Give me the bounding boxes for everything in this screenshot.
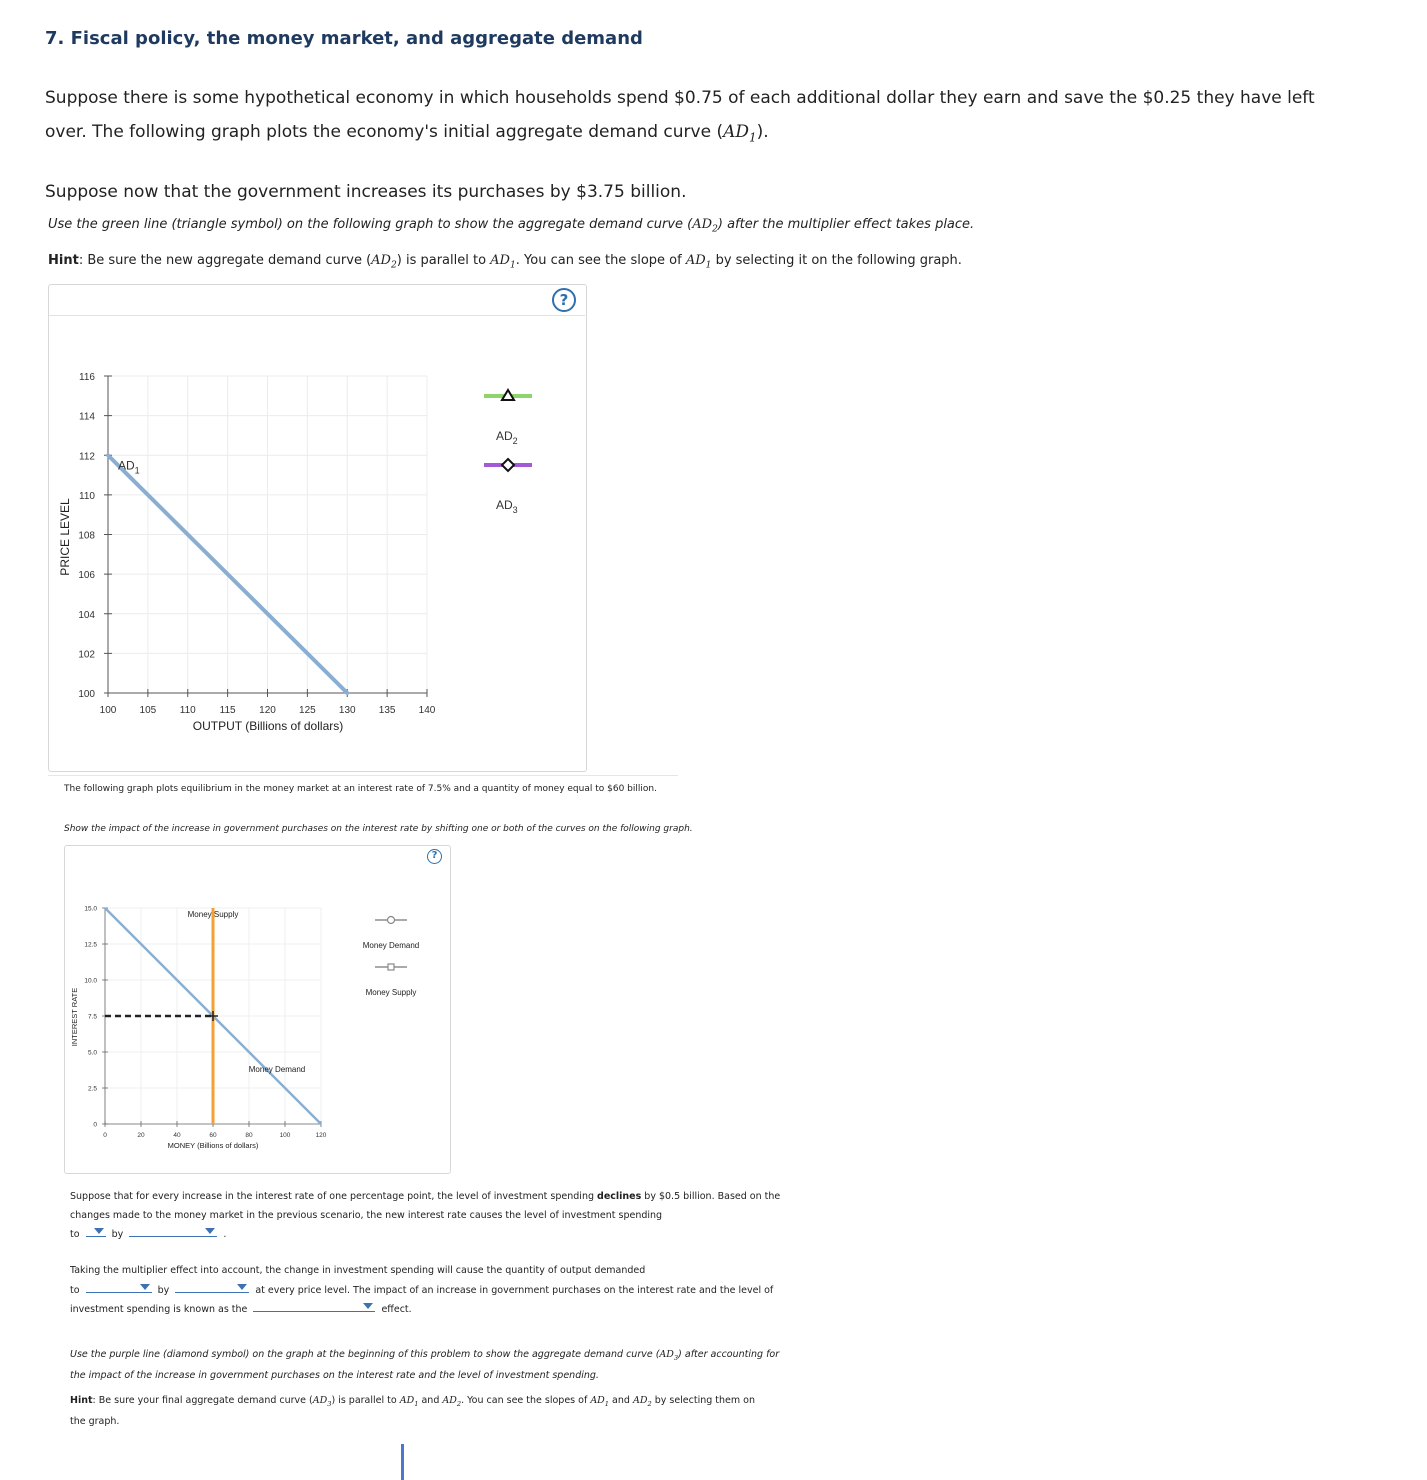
money-x-tick-label: 120 [315, 1132, 327, 1139]
investment-direction-dropdown[interactable] [86, 1225, 106, 1237]
page-title: 7. Fiscal policy, the money market, and aggregate demand [45, 28, 643, 49]
ad1-curve-label: $AD_1$ [118, 458, 140, 476]
legend-money-demand-label: Money Demand [362, 941, 420, 950]
money-chart[interactable] [0, 0, 700, 1180]
text-cursor [401, 1444, 404, 1480]
chevron-down-icon [205, 1228, 215, 1234]
ad-y-tick-label: 104 [78, 609, 95, 621]
ad-y-tick-label: 112 [79, 451, 95, 463]
money-demand-label: Money Demand [248, 1065, 306, 1074]
intro-paragraph-2: over. The following graph plots the economy's initial aggregate demand curve $(AD_1)$. [45, 122, 769, 145]
money-x-tick-label: 20 [137, 1132, 145, 1139]
legend-money-demand-tool[interactable] [375, 917, 407, 924]
money-market-description: The following graph plots equilibrium in the money market at an interest rate of 7.5% and a quantity of money equal to $60 billion. [64, 784, 657, 794]
money-help-icon[interactable]: ? [427, 849, 442, 864]
money-x-tick-label: 100 [279, 1132, 291, 1139]
ad-y-tick-label: 114 [79, 411, 95, 423]
output-direction-dropdown[interactable] [86, 1281, 152, 1293]
money-y-tick-label: 12.5 [84, 941, 97, 949]
money-x-tick-label: 0 [103, 1132, 107, 1139]
help-icon[interactable]: ? [552, 288, 576, 312]
ad-y-tick-label: 102 [78, 649, 95, 661]
money-x-tick-label: 80 [245, 1132, 253, 1139]
intro-paragraph-1: Suppose there is some hypothetical economy in which households spend $0.75 of each additional dollar they earn and save the $0.25 they have left [45, 88, 1315, 108]
investment-amount-dropdown[interactable] [129, 1225, 217, 1237]
output-amount-dropdown[interactable] [175, 1281, 249, 1293]
money-y-tick-label: 0 [93, 1121, 97, 1129]
ad-y-axis-label: PRICE LEVEL [58, 498, 72, 576]
hint-ad2: Hint: Be sure the new aggregate demand curve $(AD_2)$ is parallel to $AD_1$. You can see the slope of $AD_1$ by selecting it on the following graph. [48, 253, 962, 271]
legend-ad2-label: $AD_2$ [496, 429, 518, 446]
ad-y-tick-label: 106 [78, 570, 95, 582]
ad-x-tick-label: 110 [179, 705, 196, 716]
hint-ad3: Hint: Be sure your final aggregate demand curve $(AD_3)$ is parallel to $AD_1$ and $AD_2$. You can see the slopes of $AD_1$ and $AD_2$ by selecting them on the graph. [70, 1395, 755, 1428]
legend-money-supply-label: Money Supply [365, 988, 417, 997]
math-ad1: $AD_1$ [723, 122, 757, 145]
legend-ad3-label: $AD_3$ [496, 498, 518, 515]
money-y-tick-label: 10.0 [84, 977, 97, 985]
money-x-tick-label: 60 [209, 1132, 217, 1139]
ad-x-tick-label: 120 [259, 705, 276, 716]
money-y-tick-label: 7.5 [87, 1013, 97, 1021]
math-ad2: $AD_2$ [692, 217, 718, 235]
ad-x-tick-label: 100 [99, 705, 117, 716]
money-x-tick-label: 40 [173, 1132, 181, 1139]
ad-y-tick-label: 100 [78, 689, 95, 700]
ad-x-tick-label: 135 [378, 705, 396, 716]
intro-paragraph-3: Suppose now that the government increases its purchases by $3.75 billion. [45, 182, 687, 202]
money-y-tick-label: 15.0 [84, 905, 97, 913]
ad-y-tick-label: 116 [79, 372, 95, 383]
money-y-ticks [84, 906, 108, 1129]
chevron-down-icon [94, 1228, 104, 1234]
money-y-axis-label: INTEREST RATE [70, 987, 79, 1047]
money-market-instruction: Show the impact of the increase in government purchases on the interest rate by shifting one or both of the curves on the following graph. [64, 824, 693, 834]
money-y-tick-label: 5.0 [87, 1049, 97, 1057]
ad-x-tick-label: 125 [299, 705, 316, 716]
instruction-ad2: Use the green line (triangle symbol) on the following graph to show the aggregate demand curve $(AD_2)$ after the multiplier effect takes place. [48, 217, 975, 235]
ad-x-tick-label: 115 [219, 705, 236, 716]
ad-y-tick-label: 108 [78, 530, 95, 542]
effect-name-dropdown[interactable] [253, 1300, 375, 1312]
ad-x-tick-label: 105 [139, 705, 157, 716]
money-supply-label: Money Supply [187, 910, 239, 919]
ad-y-tick-label: 110 [79, 490, 95, 502]
square-icon [388, 964, 394, 970]
ad-x-tick-label: 140 [418, 705, 436, 716]
money-y-tick-label: 2.5 [87, 1085, 97, 1093]
legend-money-supply-tool[interactable] [375, 964, 407, 970]
chevron-down-icon [237, 1284, 247, 1290]
chevron-down-icon [140, 1284, 150, 1290]
instruction-ad3: Use the purple line (diamond symbol) on the graph at the beginning of this problem to show the aggregate demand curve $(AD_3)$ after accounting for the impact of the increase in government purchases on the interest rate and the level of investment spending. [70, 1349, 780, 1382]
ad-x-axis-label: OUTPUT (Billions of dollars) [192, 719, 344, 733]
question-investment: Suppose that for every increase in the interest rate of one percentage point, the level of investment spending declines by $0.5 billion. Based on the changes made to the money market in the previous scenario, the new interest rate causes the level of investment spending to by . [70, 1191, 781, 1240]
money-x-axis-label: MONEY (Billions of dollars) [167, 1141, 259, 1150]
circle-icon [388, 917, 395, 924]
question-output: Taking the multiplier effect into account, the change in investment spending will cause the quantity of output demanded to by at every price level. The impact of an increase in government purchases on the interest rate and the level of investment spending is known as the effect. [70, 1265, 774, 1315]
chevron-down-icon [363, 1303, 373, 1309]
ad-x-tick-label: 130 [338, 705, 356, 716]
